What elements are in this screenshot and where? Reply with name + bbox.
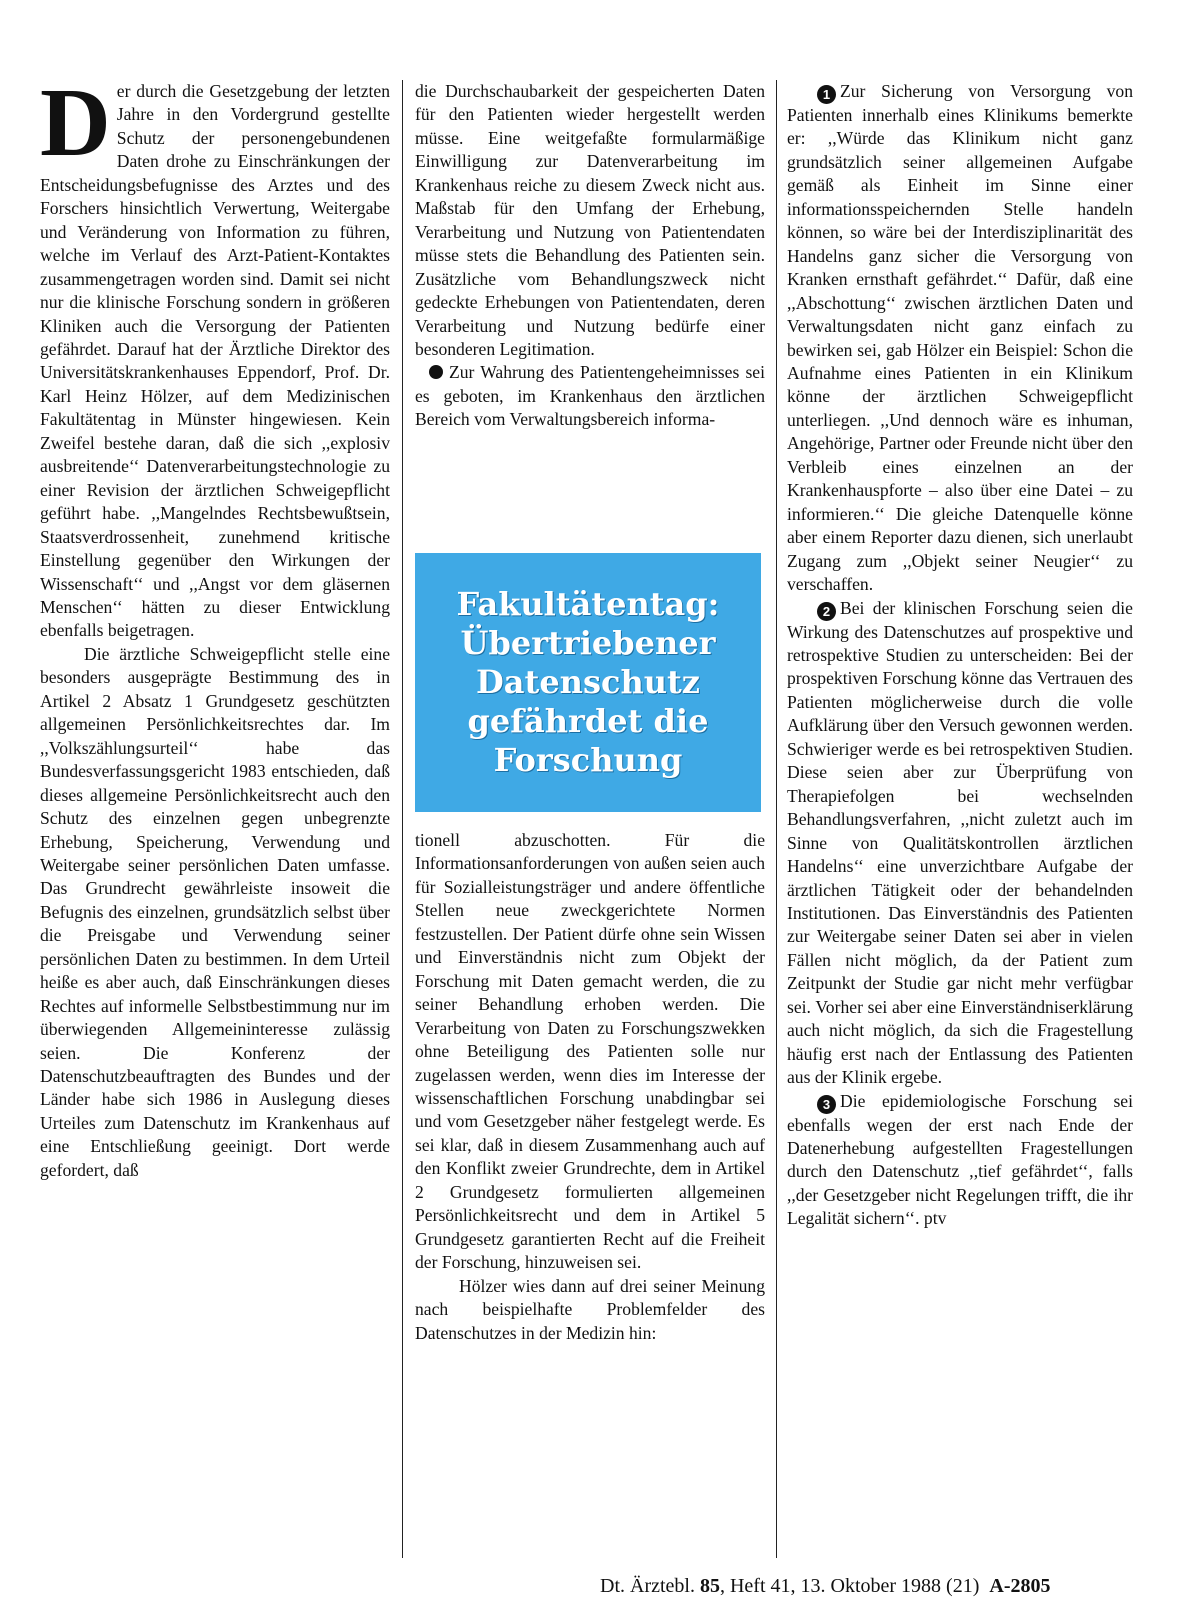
numbered-paragraph: 2 Bei der klinischen Forschung seien die Wirkung des Datenschutzes auf prospektive und retrospektive Studien zu unterscheiden: Bei der prospektiven Forschung könne das Vertrauen des Patienten möglicherweise durch die volle Aufklärung über den Versuch gewonnen werden. Schwieriger werde es bei retrospektiven Studien. Diese seien aber zur Überprüfung von Therapiefolgen bei wechselnden Behandlungsverfahren, ,,nicht zuletzt auch im Sinne von Qualitätskontrollen ärztlichen Handelns‘‘ eine unverzichtbare Aufgabe der ärztlichen Tätigkeit oder der behandelnden Institutionen. Das Einverständnis des Patienten zur Weitergabe seiner Daten sei aber in vielen Fällen nicht möglich, da der Patient zum Zeitpunkt der Studie gar nicht mehr verfügbar sei. Vorher sei aber eine Einverständniserklärung auch nicht möglich, da sich die Fragestellung häufig erst nach der Entlassung des Patienten aus der Klinik ergebe. [787, 597, 1133, 1088]
page-number: A-2805 [989, 1575, 1051, 1597]
headline-line: Forschung [493, 741, 683, 779]
number-2-icon: 2 [817, 602, 836, 621]
headline-box [415, 553, 761, 812]
article-column-2-bottom [415, 829, 765, 1345]
numbered-paragraph: 1 Zur Sicherung von Versorgung von Patienten innerhalb eines Klinikums bemerkte er: ,,Würde das Klinikum nicht ganz grundsätzlich seiner allgemeinen Aufgabe gemäß als Einheit im Sinne einer informationsspeichernden Stelle handeln können, so wäre bei der Interdisziplinarität des Handelns ganz sicher die Versorgung von Kranken ernsthaft gefährdet.‘‘ Dafür, daß eine ,,Abschottung‘‘ zwischen ärztlichen Daten und Verwaltungsdaten nicht ganz einfach zu bewirken sei, gab Hölzer ein Beispiel: Schon die Aufnahme eines Patienten in ein Klinikum könne der ärztlichen Schweigepflicht unterliegen. ,,Und dennoch wäre es inhuman, Angehörige, Partner oder Freunde nicht über den Verbleib eines einzelnen an der Krankenhauspforte – also über eine Datei – zu informieren.‘‘ Die gleiche Datenquelle könne aber einem Reporter dazu dienen, sich unerlaubt Zugang zum ,,Objekt seiner Neugier‘‘ zu verschaffen. [787, 81, 1133, 595]
article-column-3 [787, 80, 1133, 1231]
column-rule-2 [776, 80, 777, 1558]
headline-line: Fakultätentag: [456, 585, 720, 623]
journal-name: Dt. Ärztebl. [600, 1575, 695, 1597]
bullet-icon [429, 365, 443, 379]
headline-line: gefährdet die [467, 702, 709, 740]
article-column-2-top [415, 80, 765, 432]
intro-text: er durch die Gesetzgebung der letzten Jahre in den Vordergrund gestellte Schutz der personengebundenen Daten drohe zu Einschränkungen der Entscheidungsbefugnisse des Arztes und des Forschers hinsichtlich Verwertung, Weitergabe und Veränderung von Information zu führen, welche im Verlauf des Arzt-Patient-Kontaktes zusammengetragen worden sind. Damit sei nicht nur die klinische Forschung sondern in größeren Kliniken auch die Versorgung der Patienten gefährdet. Darauf hat der Ärztliche Direktor des Universitätskrankenhauses Eppendorf, Prof. Dr. Karl Heinz Hölzer, auf dem Medizinischen Fakultätentag in Münster hingewiesen. Kein Zweifel bestehe daran, daß die sich ,,explosiv ausbreitende‘‘ Datenverarbeitungstechnologie zu einer Revision der ärztlichen Schweigepflicht geführt habe. ,,Mangelndes Rechtsbewußtsein, Staatsverdrossenheit, zunehmend kritische Einstellung gegenüber den Wirkungen der Wissenschaft‘‘ und ,,Angst vor dem gläsernen Menschen‘‘ hätten zu dieser Entwicklung ebenfalls beigetragen. [40, 81, 390, 641]
numbered-paragraph: 3 Die epidemiologische Forschung sei ebenfalls wegen der erst nach Ende der Datenerhebung aufgestellten Fragestellungen durch den Datenschutz ,,tief gefährdet‘‘, falls ,,der Gesetzgeber nicht Regelungen trifft, die ihr Legalität sichern‘‘. ptv [787, 1090, 1133, 1229]
paragraph: tionell abzuschotten. Für die Informationsanforderungen von außen seien auch für Sozialleistungsträger und andere öffentliche Stellen neue zweckgerichtete Normen festzustellen. Der Patient dürfe ohne sein Wissen und Einverständnis nicht zum Objekt der Forschung mit Daten gemacht werden, die zu seiner Behandlung erhoben werden. Die Verarbeitung von Daten zu Forschungszwekken ohne Beteiligung des Patienten solle nur zugelassen werden, wenn dies im Interesse der wissenschaftlichen Forschung unabdingbar sei und vom Gesetzgeber näher festgelegt werde. Es sei klar, daß in diesem Zusammenhang auch auf den Konflikt zweier Grundrechte, dem in Artikel 2 Grundgesetz formulierten allgemeinen Persönlichkeitsrecht und dem in Artikel 5 Grundgesetz garantierten Recht auf die Freiheit der Forschung, hinzuweisen sei. [415, 830, 765, 1273]
paragraph: die Durchschaubarkeit der gespeicherten Daten für den Patienten wieder hergestellt werden müsse. Eine weitgefaßte formularmäßige Einwilligung zur Datenverarbeitung im Krankenhaus reiche zu diesem Zweck nicht aus. Maßstab für den Umfang der Erhebung, Verarbeitung und Nutzung von Patientendaten müsse stets die Behandlung des Patienten sein. Zusätzliche vom Behandlungszweck nicht gedeckte Erhebungen von Patientendaten, deren Verarbeitung und Nutzung bedürfe einer besonderen Legitimation. [415, 81, 765, 359]
article-column-1 [40, 69, 390, 1182]
issue-date: , Heft 41, 13. Oktober 1988 (21) [719, 1575, 980, 1597]
drop-cap: D [40, 69, 111, 177]
bullet-paragraph: Zur Wahrung des Patientengeheimnisses sei es geboten, im Krankenhaus den ärztlichen Bereich vom Verwaltungsbereich informa- [415, 362, 765, 430]
volume-number: 85 [699, 1575, 720, 1597]
column-rule-1 [402, 80, 403, 1558]
intro-paragraph [40, 69, 390, 643]
number-3-icon: 3 [817, 1095, 836, 1114]
headline-line: Datenschutz [476, 663, 700, 701]
page-footer [600, 1575, 1133, 1598]
headline [457, 585, 720, 780]
paragraph: Die ärztliche Schweigepflicht stelle eine besonders ausgeprägte Bestimmung des in Artikel 2 Absatz 1 Grundgesetz geschützten allgemeinen Persönlichkeitsrechtes dar. Im ,,Volkszählungsurteil‘‘ habe das Bundesverfassungsgericht 1983 entschieden, daß dieses allgemeine Persönlichkeitsrecht auch den Schutz des einzelnen gegen unbegrenzte Erhebung, Speicherung, Verwendung und Weitergabe seiner persönlichen Daten umfasse. Das Grundrecht gewährleiste insoweit die Befugnis des einzelnen, grundsätzlich selbst über die Preisgabe und Verwendung seiner persönlichen Daten zu bestimmen. In dem Urteil heiße es aber auch, daß Einschränkungen dieses Rechtes auf informelle Selbstbestimmung nur im überwiegenden Allgemeininteresse zulässig seien. Die Konferenz der Datenschutzbeauftragten des Bundes und der Länder habe sich 1986 in Auslegung dieses Urteiles zum Datenschutz im Krankenhaus auf eine Entschließung geeinigt. Dort werde gefordert, daß [40, 643, 390, 1180]
number-1-icon: 1 [817, 85, 836, 104]
paragraph: Hölzer wies dann auf drei seiner Meinung nach beispielhafte Problemfelder des Datenschutzes in der Medizin hin: [415, 1275, 765, 1343]
headline-line: Übertriebener [460, 624, 716, 662]
